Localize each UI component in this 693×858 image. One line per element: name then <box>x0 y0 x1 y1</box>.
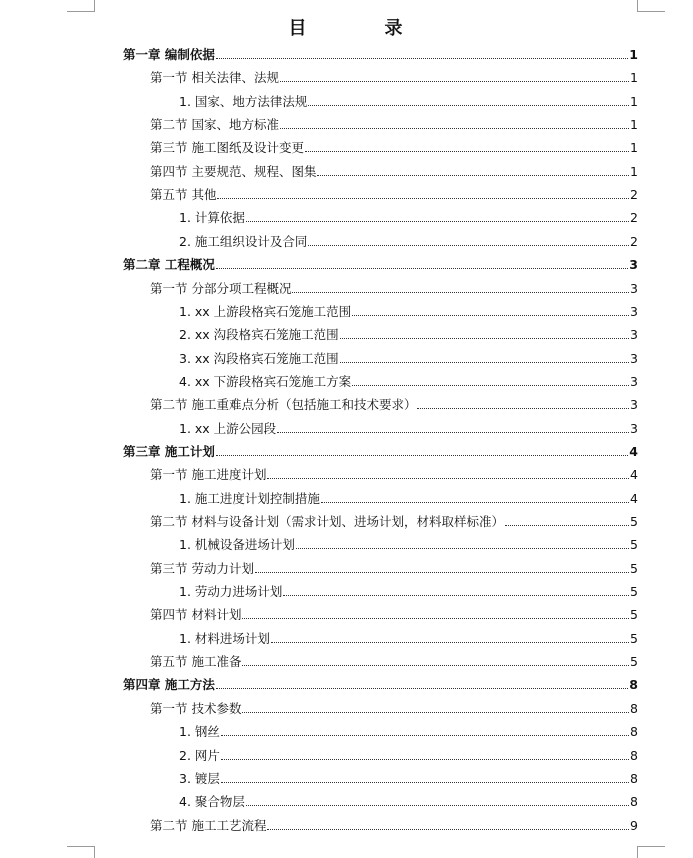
toc-entry-page-number: 1 <box>630 140 638 156</box>
toc-entry-text: 1. 施工进度计划控制措施 <box>179 490 320 506</box>
toc-entry-text: 第二节 国家、地方标准 <box>150 117 279 133</box>
dot-leader <box>352 315 629 316</box>
toc-entry-level-3[interactable] <box>179 370 638 390</box>
toc-entry-page-number: 1 <box>630 93 638 109</box>
toc-entry-text: 第五节 施工准备 <box>150 654 242 670</box>
toc-entry-page-number: 2 <box>630 187 638 203</box>
toc-entry-page-number: 5 <box>630 584 638 600</box>
crop-mark-top-right-horizontal <box>637 11 665 12</box>
toc-entry-text: 4. xx 下游段格宾石笼施工方案 <box>179 373 352 389</box>
toc-entry-level-3[interactable] <box>179 300 638 320</box>
toc-entry-page-number: 1 <box>630 117 638 133</box>
toc-entry-level-3[interactable] <box>179 744 638 764</box>
toc-entry-level-3[interactable] <box>179 230 638 250</box>
toc-title-char-2: 录 <box>384 18 405 39</box>
toc-entry-level-3[interactable] <box>179 533 638 553</box>
toc-entry-text: 1. 国家、地方法律法规 <box>179 93 308 109</box>
dot-leader <box>292 292 629 293</box>
dot-leader <box>242 712 629 713</box>
toc-entry-level-1[interactable] <box>123 673 638 693</box>
toc-entry-level-3[interactable] <box>179 323 638 343</box>
toc-entry-level-1[interactable] <box>123 440 638 460</box>
toc-entry-page-number: 8 <box>630 794 638 810</box>
toc-entry-level-2[interactable] <box>150 160 638 180</box>
toc-entry-text: 第三节 施工图纸及设计变更 <box>150 140 304 156</box>
toc-entry-level-2[interactable] <box>150 603 638 623</box>
toc-entry-text: 1. 计算依据 <box>179 210 245 226</box>
toc-entry-level-2[interactable] <box>150 66 638 86</box>
toc-entry-level-3[interactable] <box>179 767 638 787</box>
toc-entry-level-2[interactable] <box>150 463 638 483</box>
toc-entry-page-number: 8 <box>629 677 638 693</box>
dot-leader <box>283 595 629 596</box>
dot-leader <box>340 362 629 363</box>
toc-entry-text: 第二节 材料与设备计划（需求计划、进场计划，材料取样标准） <box>150 514 504 529</box>
dot-leader <box>221 759 629 760</box>
toc-entry-page-number: 9 <box>630 817 638 833</box>
toc-entry-page-number: 1 <box>629 47 638 62</box>
dot-leader <box>267 829 629 830</box>
dot-leader <box>267 478 629 479</box>
toc-entry-text: 3. 镀层 <box>179 770 220 786</box>
toc-entry-page-number: 5 <box>630 514 638 529</box>
toc-title <box>0 14 693 40</box>
dot-leader <box>217 198 629 199</box>
toc-entry-text: 第三节 劳动力计划 <box>150 560 254 576</box>
toc-entry-text: 第二节 施工重难点分析（包括施工和技术要求） <box>150 397 417 413</box>
toc-entry-level-2[interactable] <box>150 510 638 530</box>
toc-entry-page-number: 5 <box>630 560 638 576</box>
toc-entry-text: 第三章 施工计划 <box>123 443 215 459</box>
toc-entry-level-2[interactable] <box>150 557 638 577</box>
toc-entry-text: 第一节 相关法律、法规 <box>150 70 279 86</box>
toc-entry-level-3[interactable] <box>179 627 638 647</box>
toc-entry-text: 第四章 施工方法 <box>123 677 215 693</box>
dot-leader <box>246 805 629 806</box>
dot-leader <box>216 268 628 269</box>
dot-leader <box>271 642 629 643</box>
toc-entry-page-number: 3 <box>630 397 638 413</box>
toc-entry-level-3[interactable] <box>179 347 638 367</box>
toc-entry-page-number: 1 <box>630 163 638 179</box>
toc-entry-text: 2. 网片 <box>179 747 220 763</box>
toc-entry-text: 4. 聚合物层 <box>179 794 245 810</box>
toc-entry-page-number: 5 <box>630 654 638 670</box>
toc-entry-page-number: 3 <box>630 303 638 319</box>
toc-entry-level-2[interactable] <box>150 113 638 133</box>
dot-leader <box>246 221 629 222</box>
toc-entry-text: 第一节 施工进度计划 <box>150 467 267 483</box>
toc-entry-page-number: 8 <box>630 700 638 716</box>
toc-entry-text: 1. 钢丝 <box>179 724 220 740</box>
dot-leader <box>280 128 629 129</box>
toc-entry-level-2[interactable] <box>150 650 638 670</box>
toc-entry-page-number: 3 <box>630 420 638 436</box>
toc-entry-page-number: 2 <box>630 210 638 226</box>
toc-entry-level-3[interactable] <box>179 417 638 437</box>
toc-entry-page-number: 5 <box>630 630 638 646</box>
toc-entry-page-number: 5 <box>630 537 638 553</box>
crop-mark-top-left-horizontal <box>67 11 95 12</box>
toc-entry-text: 1. xx 上游段格宾石笼施工范围 <box>179 303 352 319</box>
toc-entry-level-3[interactable] <box>179 90 638 110</box>
toc-entry-level-2[interactable] <box>150 697 638 717</box>
toc-entry-text: 1. 材料进场计划 <box>179 630 270 646</box>
toc-entry-level-2[interactable] <box>150 136 638 156</box>
toc-entry-level-3[interactable] <box>179 720 638 740</box>
crop-mark-bottom-left-horizontal <box>67 846 95 847</box>
toc-entry-level-3[interactable] <box>179 580 638 600</box>
toc-entry-text: 3. xx 沟段格宾石笼施工范围 <box>179 350 339 366</box>
toc-entry-text: 第四节 材料计划 <box>150 607 242 623</box>
dot-leader <box>321 502 629 503</box>
dot-leader <box>216 58 628 59</box>
toc-entry-page-number: 3 <box>630 327 638 343</box>
toc-entry-text: 2. xx 沟段格宾石笼施工范围 <box>179 327 339 343</box>
toc-entry-page-number: 4 <box>629 443 638 459</box>
dot-leader <box>277 432 629 433</box>
toc-title-char-1: 目 <box>288 18 309 39</box>
toc-entry-text: 第一节 技术参数 <box>150 700 242 716</box>
toc-entry-level-1[interactable] <box>123 253 638 273</box>
toc-entry-text: 第二节 施工工艺流程 <box>150 817 267 833</box>
toc-entry-text: 第一章 编制依据 <box>123 47 215 62</box>
toc-entry-level-2[interactable] <box>150 814 638 834</box>
toc-entry-level-1[interactable] <box>123 43 638 63</box>
toc-entry-text: 1. 劳动力进场计划 <box>179 584 283 600</box>
toc-entry-text: 第四节 主要规范、规程、图集 <box>150 163 317 179</box>
toc-entry-page-number: 2 <box>630 233 638 249</box>
dot-leader <box>280 81 629 82</box>
dot-leader <box>308 105 629 106</box>
toc-entry-text: 第五节 其他 <box>150 187 217 203</box>
toc-entry-text: 第一节 分部分项工程概况 <box>150 280 292 296</box>
toc-entry-text: 1. xx 上游公园段 <box>179 420 277 436</box>
dot-leader <box>305 151 629 152</box>
toc-entry-page-number: 3 <box>629 257 638 273</box>
dot-leader <box>505 525 629 526</box>
toc-entry-page-number: 8 <box>630 724 638 740</box>
dot-leader <box>296 548 629 549</box>
crop-mark-bottom-right-horizontal <box>637 846 665 847</box>
toc-entry-text: 第二章 工程概况 <box>123 257 215 273</box>
toc-entry-page-number: 3 <box>630 280 638 296</box>
dot-leader <box>417 408 629 409</box>
dot-leader <box>216 688 628 689</box>
dot-leader <box>221 735 629 736</box>
toc-entry-level-2[interactable] <box>150 277 638 297</box>
toc-entry-level-3[interactable] <box>179 790 638 810</box>
toc-entry-page-number: 1 <box>630 70 638 86</box>
toc-entry-text: 2. 施工组织设计及合同 <box>179 233 308 249</box>
crop-mark-bottom-left-vertical <box>94 846 95 858</box>
dot-leader <box>242 618 629 619</box>
toc-entry-level-3[interactable] <box>179 487 638 507</box>
toc-entry-text: 1. 机械设备进场计划 <box>179 537 295 553</box>
dot-leader <box>317 175 629 176</box>
dot-leader <box>308 245 629 246</box>
toc-entry-level-3[interactable] <box>179 206 638 226</box>
toc-entry-page-number: 4 <box>630 490 638 506</box>
toc-entry-page-number: 4 <box>630 467 638 483</box>
dot-leader <box>221 782 629 783</box>
crop-mark-bottom-right-vertical <box>637 846 638 858</box>
dot-leader <box>340 338 629 339</box>
dot-leader <box>216 455 628 456</box>
toc-entry-page-number: 3 <box>630 373 638 389</box>
toc-entry-level-2[interactable] <box>150 393 638 413</box>
dot-leader <box>352 385 629 386</box>
toc-entry-page-number: 5 <box>630 607 638 623</box>
dot-leader <box>255 572 629 573</box>
dot-leader <box>242 665 629 666</box>
toc-entry-page-number: 8 <box>630 770 638 786</box>
toc-entry-level-2[interactable] <box>150 183 638 203</box>
toc-entry-page-number: 3 <box>630 350 638 366</box>
toc-entry-page-number: 8 <box>630 747 638 763</box>
